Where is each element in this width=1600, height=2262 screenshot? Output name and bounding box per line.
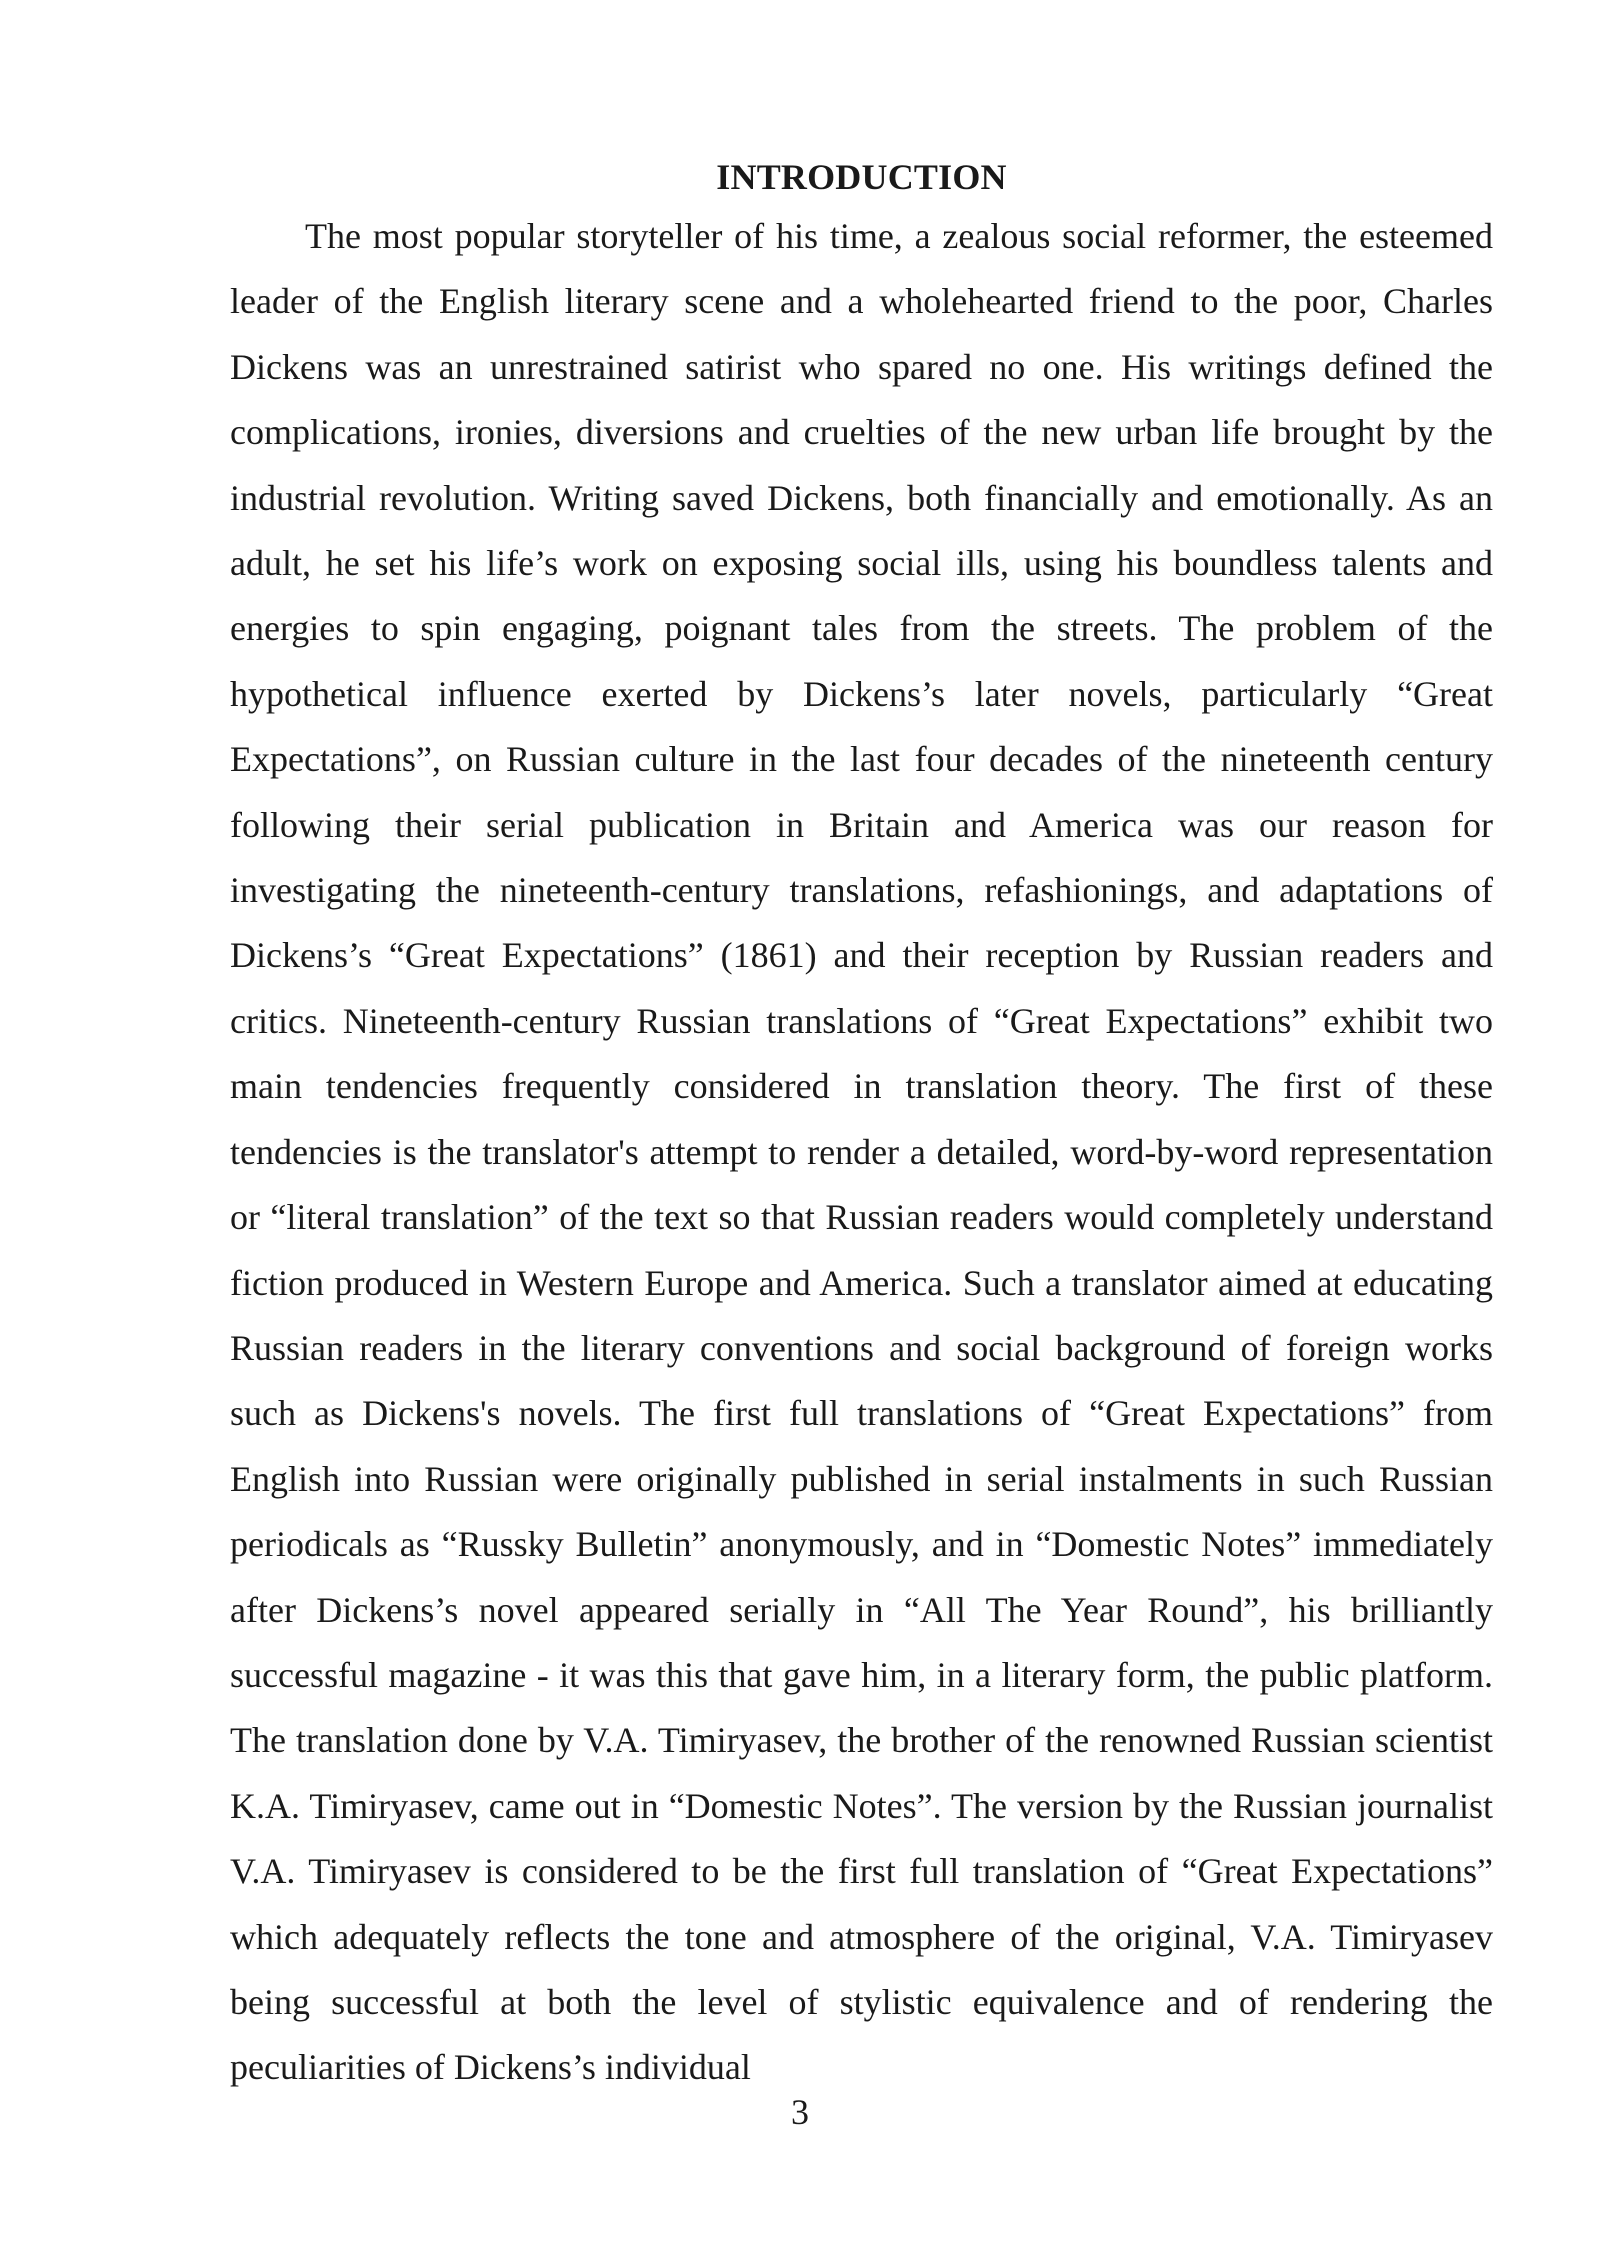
page-number: 3 — [791, 2092, 809, 2132]
document-page — [230, 150, 1493, 2101]
page-title: INTRODUCTION — [716, 157, 1007, 197]
body-paragraph: The most popular storyteller of his time, a zealous social reformer, the esteemed leader of the English literary scene and a wholehearted friend to the poor, Charles Dickens was an unrestrained satirist who spared no one. His writings defined the complications, ironies, diversions and cruelties of the new urban life brought by the industrial revolution. Writing saved Dickens, both financially and emotionally. As an adult, he set his life’s work on exposing social ills, using his boundless talents and energies to spin engaging, poignant tales from the streets. The problem of the hypothetical influence exerted by Dickens’s later novels, particularly “Great Expectations”, on Russian culture in the last four decades of the nineteenth century following their serial publication in Britain and America was our reason for investigating the nineteenth-century translations, refashionings, and adaptations of Dickens’s “Great Expectations” (1861) and their reception by Russian readers and critics. Nineteenth-century Russian translations of “Great Expectations” exhibit two main tendencies frequently considered in translation theory. The first of these tendencies is the translator's attempt to render a detailed, word-by-word representation or “literal translation” of the text so that Russian readers would completely understand fiction produced in Western Europe and America. Such a translator aimed at educating Russian readers in the literary conventions and social background of foreign works such as Dickens's novels. The first full translations of “Great Expectations” from English into Russian were originally published in serial instalments in such Russian periodicals as “Russky Bulletin” anonymously, and in “Domestic Notes” immediately after Dickens’s novel appeared serially in “All The Year Round”, his brilliantly successful magazine - it was this that gave him, in a literary form, the public platform. The translation done by V.A. Timiryasev, the brother of the renowned Russian scientist K.A. Timiryasev, came out in “Domestic Notes”. The version by the Russian journalist V.A. Timiryasev is considered to be the first full translation of “Great Expectations” which adequately reflects the tone and atmosphere of the original, V.A. Timiryasev being successful at both the level of stylistic equivalence and of rendering the peculiarities of Dickens’s individual — [230, 216, 1493, 2088]
